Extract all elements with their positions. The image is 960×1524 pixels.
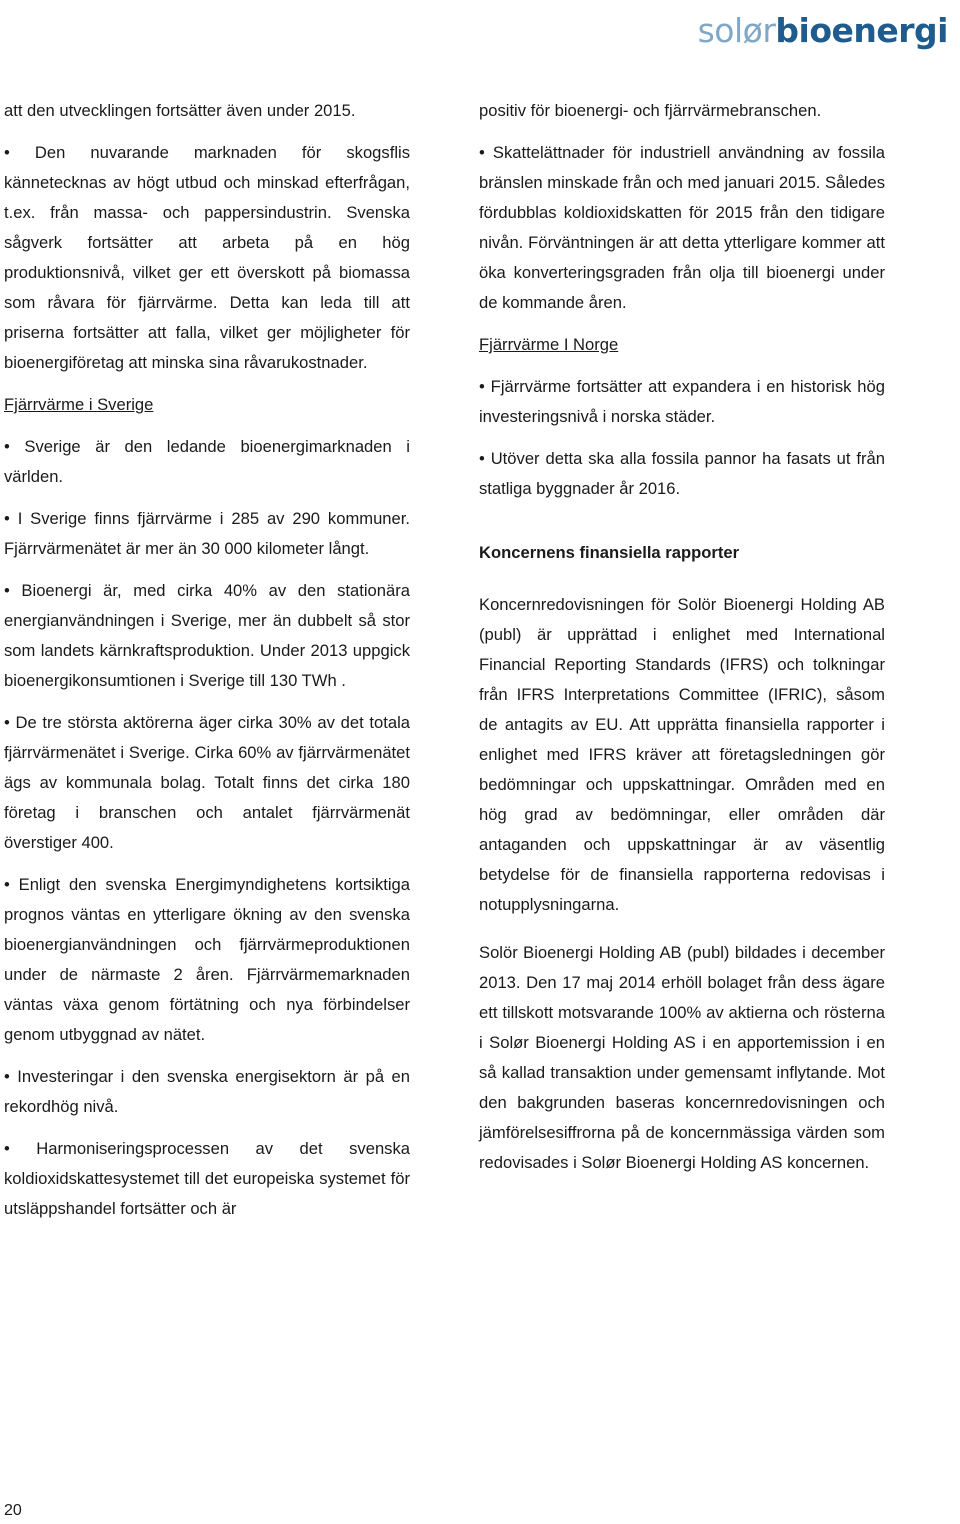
heading-district-heating-norway: Fjärrvärme I Norge	[479, 335, 619, 354]
bullet-sweden-leading-market: • Sverige är den ledande bioenergimarknaden i världen.	[4, 437, 410, 486]
bullet-investments: • Investeringar i den svenska energisektorn är på en rekordhög nivå.	[4, 1067, 410, 1116]
paragraph-company-formation: Solör Bioenergi Holding AB (publ) bildades i december 2013. Den 17 maj 2014 erhöll bolaget från dess ägare ett tillskott motsvarande 100% av aktierna och rösterna i Solør Bioenergi Holding AS i en apportemission i en så kallad transaktion under gemensamt inflytande. Mot den bakgrunden baseras koncernredovisningen och jämförelsesiffrorna på de koncernmässiga värden som redovisades i Solør Bioenergi Holding AS koncernen.	[479, 943, 885, 1172]
bullet-energy-agency-forecast: • Enligt den svenska Energimyndighetens kortsiktiga prognos väntas en ytterligare ökning av den svenska bioenergianvändningen och fjärrvärmeproduktionen under de närmaste 2 åren. Fjärrvärmemarknaden väntas växa genom förtätning och nya förbindelser genom utbyggnad av nätet.	[4, 875, 410, 1044]
heading-district-heating-sweden: Fjärrvärme i Sverige	[4, 395, 154, 414]
paragraph-ifrs: Koncernredovisningen för Solör Bioenergi Holding AB (publ) är upprättad i enlighet med International Financial Reporting Standards (IFRS) och tolkningar från IFRS Interpretations Committee (IFRIC), såsom de antagits av EU. Att upprätta finansiella rapporter i enlighet med IFRS kräver att företagsledningen gör bedömningar och uppskattningar. Områden med en hög grad av bedömningar, eller områden där antaganden och uppskattningar är av väsentlig betydelse för de finansiella rapporterna redovisas i notupplysningarna.	[479, 595, 885, 914]
bullet-municipalities: • I Sverige finns fjärrvärme i 285 av 290 kommuner. Fjärrvärmenätet är mer än 30 000 kilometer långt.	[4, 509, 410, 558]
bullet-bioenergy-share: • Bioenergi är, med cirka 40% av den stationära energianvändningen i Sverige, mer än dubbelt så stor som landets kärnkraftsproduktion. Under 2013 uppgick bioenergikonsumtionen i Sverige till 130 TWh .	[4, 581, 410, 690]
left-column	[4, 96, 410, 1236]
bullet-fossil-boilers: • Utöver detta ska alla fossila pannor ha fasats ut från statliga byggnader år 2016.	[479, 449, 885, 498]
bullet-tax-relief: • Skattelättnader för industriell användning av fossila bränslen minskade från och med januari 2015. Således fördubblas koldioxidskatten för 2015 från den tidigare nivån. Förväntningen är att detta ytterligare kommer att öka konverteringsgraden från olja till bioenergi under de kommande åren.	[479, 143, 885, 312]
logo-part-2: bioenergi	[775, 11, 948, 50]
page-number: 20	[4, 1502, 22, 1519]
logo-part-1: solør	[697, 11, 776, 50]
right-intro-paragraph: positiv för bioenergi- och fjärrvärmebranschen.	[479, 101, 822, 120]
company-logo	[698, 4, 948, 50]
bullet-norway-expansion: • Fjärrvärme fortsätter att expandera i en historisk hög investeringsnivå i norska städer.	[479, 377, 885, 426]
bullet-largest-actors: • De tre största aktörerna äger cirka 30% av det totala fjärrvärmenätet i Sverige. Cirka 60% av fjärrvärmenätet ägs av kommunala bolag. Totalt finns det cirka 180 företag i branschen och antalet fjärrvärmenät överstiger 400.	[4, 713, 410, 852]
bullet-harmonisation: • Harmoniseringsprocessen av det svenska koldioxidskattesystemet till det europeiska systemet för utsläppshandel fortsätter och är	[4, 1139, 410, 1218]
bullet-wood-chip-market: • Den nuvarande marknaden för skogsflis kännetecknas av högt utbud och minskad efterfrågan, t.ex. från massa- och pappersindustrin. Svenska sågverk fortsätter att arbeta på en hög produktionsnivå, vilket ger ett överskott på biomassa som råvara för fjärrvärme. Detta kan leda till att priserna fortsätter att falla, vilket ger möjligheter för bioenergiföretag att minska sina råvarukostnader.	[4, 143, 410, 372]
right-column	[479, 96, 885, 1190]
heading-financial-reports: Koncernens finansiella rapporter	[479, 543, 740, 562]
left-intro-paragraph: att den utvecklingen fortsätter även under 2015.	[4, 101, 356, 120]
